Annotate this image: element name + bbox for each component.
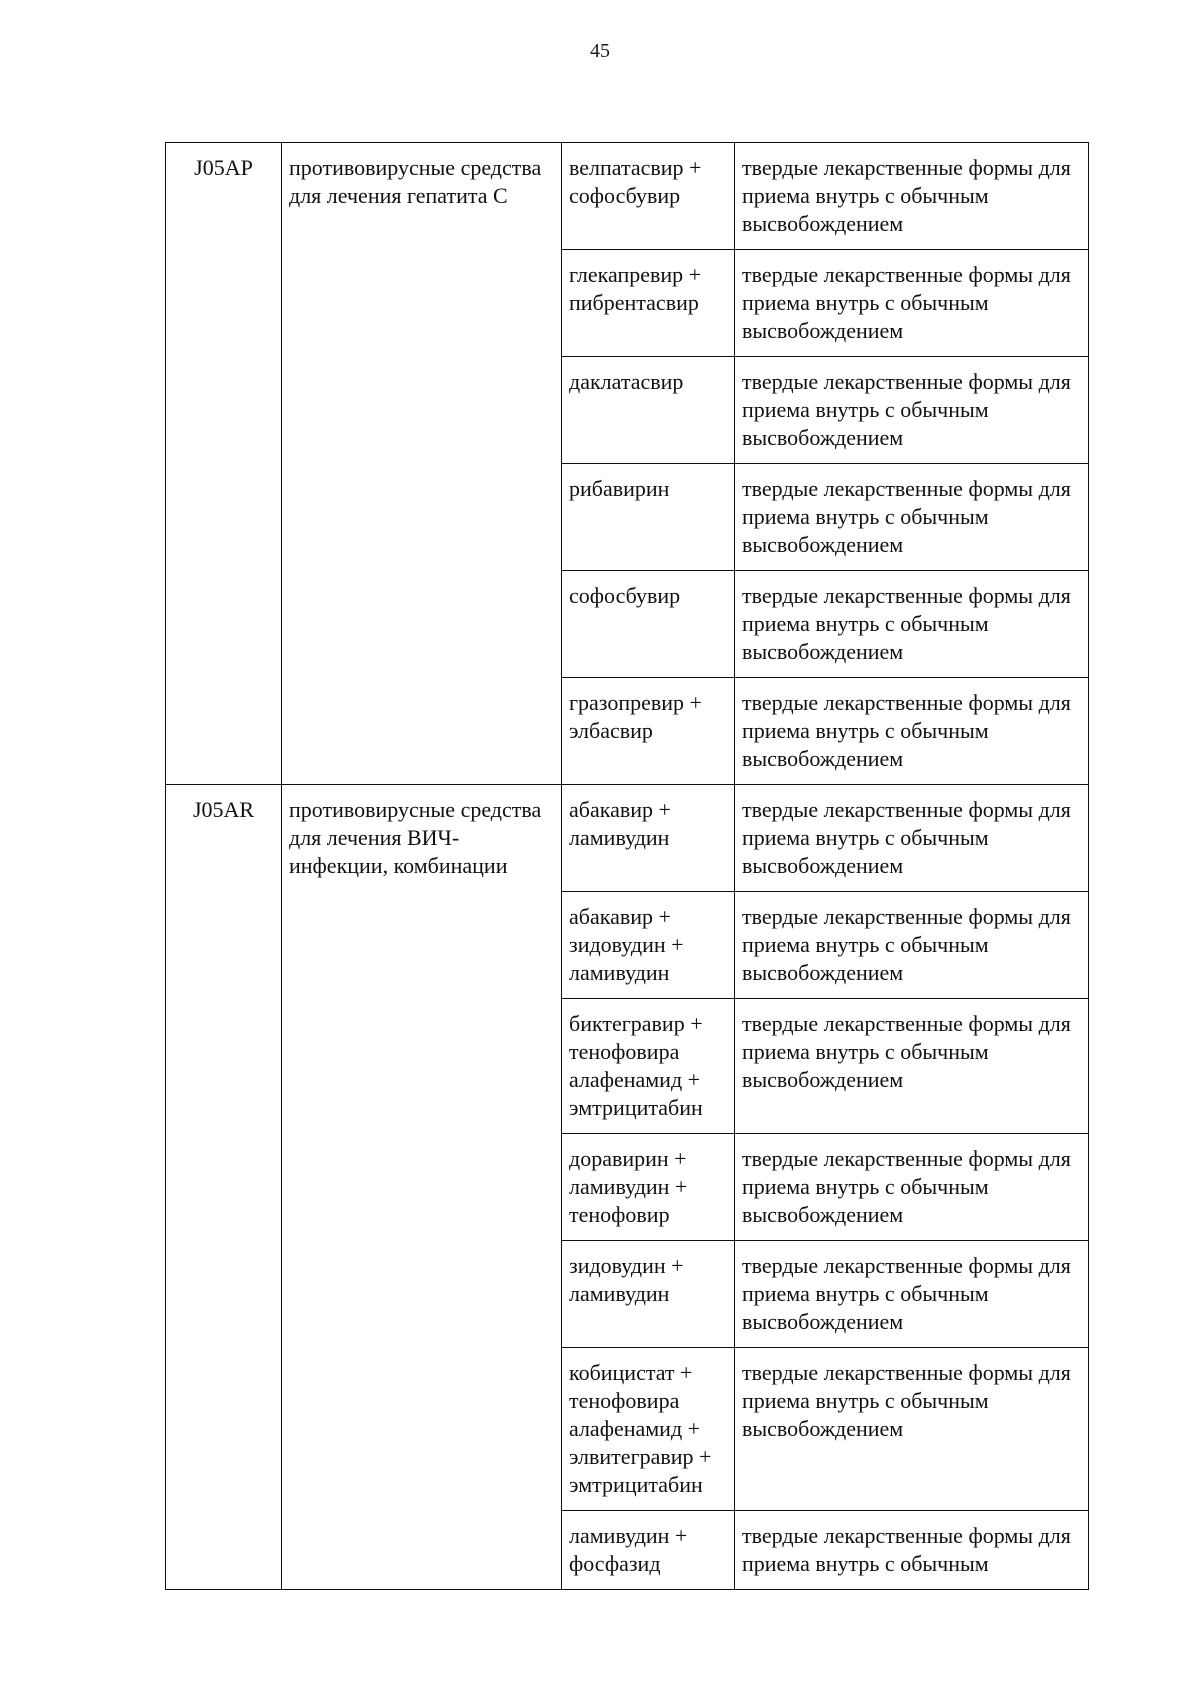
dosage-form: твердые лекарственные формы для приема внутрь с обычным высвобождением (735, 143, 1089, 250)
drug-name: зидовудин + ламивудин (562, 1241, 735, 1348)
dosage-form: твердые лекарственные формы для приема внутрь с обычным высвобождением (735, 464, 1089, 571)
atc-group-name: противовирусные средства для лечения гепатита С (282, 143, 562, 785)
drug-name: софосбувир (562, 571, 735, 678)
drug-name: глекапревир + пибрентасвир (562, 250, 735, 357)
dosage-form: твердые лекарственные формы для приема внутрь с обычным высвобождением (735, 678, 1089, 785)
atc-code: J05AP (166, 143, 282, 785)
drug-name: велпатасвир + софосбувир (562, 143, 735, 250)
dosage-form: твердые лекарственные формы для приема внутрь с обычным высвобождением (735, 571, 1089, 678)
table-row (166, 785, 1089, 892)
dosage-form: твердые лекарственные формы для приема внутрь с обычным высвобождением (735, 357, 1089, 464)
drug-name: даклатасвир (562, 357, 735, 464)
dosage-form: твердые лекарственные формы для приема внутрь с обычным высвобождением (735, 1348, 1089, 1511)
dosage-form: твердые лекарственные формы для приема внутрь с обычным (735, 1511, 1089, 1590)
dosage-form: твердые лекарственные формы для приема внутрь с обычным высвобождением (735, 1241, 1089, 1348)
drug-name: ламивудин + фосфазид (562, 1511, 735, 1590)
drug-table (165, 142, 1089, 1590)
drug-name: доравирин + ламивудин + тенофовир (562, 1134, 735, 1241)
atc-code: J05AR (166, 785, 282, 1590)
dosage-form: твердые лекарственные формы для приема внутрь с обычным высвобождением (735, 250, 1089, 357)
drug-name: кобицистат + тенофовира алафенамид + элвитегравир + эмтрицитабин (562, 1348, 735, 1511)
dosage-form: твердые лекарственные формы для приема внутрь с обычным высвобождением (735, 785, 1089, 892)
drug-name: гразопревир + элбасвир (562, 678, 735, 785)
drug-name: рибавирин (562, 464, 735, 571)
atc-group-name: противовирусные средства для лечения ВИЧ-инфекции, комбинации (282, 785, 562, 1590)
drug-name: абакавир + зидовудин + ламивудин (562, 892, 735, 999)
page-number: 45 (590, 40, 610, 62)
dosage-form: твердые лекарственные формы для приема внутрь с обычным высвобождением (735, 892, 1089, 999)
drug-name: биктегравир + тенофовира алафенамид + эмтрицитабин (562, 999, 735, 1134)
dosage-form: твердые лекарственные формы для приема внутрь с обычным высвобождением (735, 999, 1089, 1134)
table-row (166, 143, 1089, 250)
dosage-form: твердые лекарственные формы для приема внутрь с обычным высвобождением (735, 1134, 1089, 1241)
drug-name: абакавир + ламивудин (562, 785, 735, 892)
